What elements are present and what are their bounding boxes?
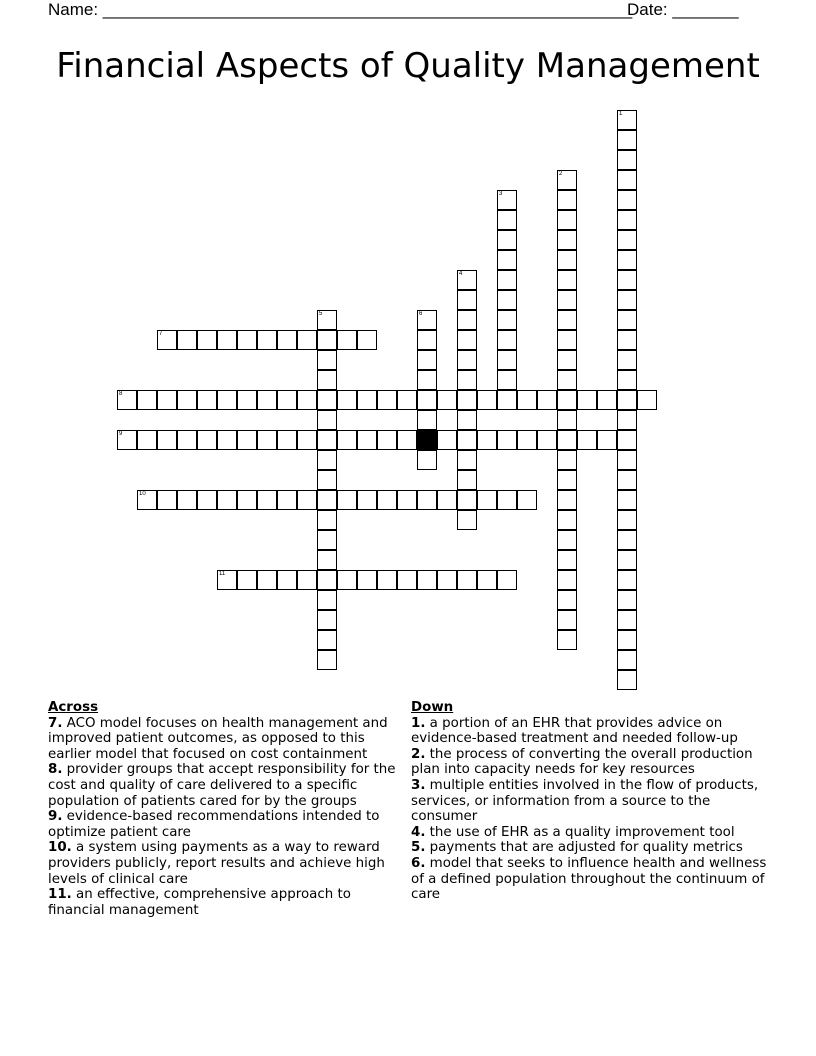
crossword-cell[interactable] xyxy=(617,530,637,550)
crossword-cell[interactable] xyxy=(157,490,177,510)
clue-down-1 xyxy=(411,716,771,747)
crossword-cell[interactable] xyxy=(257,570,277,590)
crossword-cell[interactable] xyxy=(317,610,337,630)
clue-text: a portion of an EHR that provides advice on evidence-based treatment and needed follow-up xyxy=(411,715,738,747)
cell-number: 2 xyxy=(559,171,563,177)
crossword-cell[interactable] xyxy=(557,370,577,390)
clue-across-9 xyxy=(48,809,406,840)
clue-text: the use of EHR as a quality improvement tool xyxy=(429,824,735,840)
crossword-cell[interactable] xyxy=(177,390,197,410)
page-title: Financial Aspects of Quality Management xyxy=(56,46,760,86)
crossword-cell[interactable] xyxy=(257,430,277,450)
clue-text: evidence-based recommendations intended to optimize patient care xyxy=(48,809,380,840)
crossword-cell[interactable] xyxy=(177,430,197,450)
clue-across-7 xyxy=(48,716,406,763)
crossword-cell[interactable] xyxy=(157,330,177,350)
crossword-cell[interactable] xyxy=(237,430,257,450)
crossword-cell[interactable] xyxy=(457,350,477,370)
crossword-cell[interactable] xyxy=(297,430,317,450)
clue-text: the process of converting the overall production plan into capacity needs for key resources xyxy=(411,746,753,778)
crossword-cell[interactable] xyxy=(557,490,577,510)
crossword-cell[interactable] xyxy=(617,290,637,310)
crossword-cell[interactable] xyxy=(497,570,517,590)
crossword-cell[interactable] xyxy=(257,390,277,410)
crossword-cell[interactable] xyxy=(117,430,137,450)
crossword-cell[interactable] xyxy=(417,330,437,350)
crossword-cell[interactable] xyxy=(317,510,337,530)
crossword-cell[interactable] xyxy=(617,130,637,150)
crossword-cell[interactable] xyxy=(377,430,397,450)
cell-number: 1 xyxy=(619,111,623,117)
crossword-cell[interactable] xyxy=(617,630,637,650)
clue-text: payments that are adjusted for quality metrics xyxy=(429,840,743,856)
clue-number: 9. xyxy=(48,809,63,825)
crossword-cell[interactable] xyxy=(317,310,337,330)
crossword-cell[interactable] xyxy=(597,430,617,450)
crossword-cell[interactable] xyxy=(357,490,377,510)
crossword-cell[interactable] xyxy=(297,330,317,350)
crossword-cell[interactable] xyxy=(297,570,317,590)
crossword-cell[interactable] xyxy=(497,350,517,370)
crossword-cell[interactable] xyxy=(617,590,637,610)
crossword-cell[interactable] xyxy=(397,570,417,590)
crossword-cell[interactable] xyxy=(497,250,517,270)
crossword-cell[interactable] xyxy=(617,490,637,510)
clue-text: multiple entities involved in the flow of products, services, or information from a source to the consumer xyxy=(411,777,759,825)
crossword-cell[interactable] xyxy=(617,250,637,270)
crossword-cell[interactable] xyxy=(277,390,297,410)
crossword-cell[interactable] xyxy=(457,430,477,450)
clue-text: provider groups that accept responsibility for the cost and quality of care delivered to a specific population of patients cared for by the groups xyxy=(48,762,396,809)
crossword-cell[interactable] xyxy=(457,410,477,430)
crossword-cell[interactable] xyxy=(617,430,637,450)
crossword-cell[interactable] xyxy=(497,190,517,210)
clue-number: 5. xyxy=(411,840,426,856)
crossword-cell[interactable] xyxy=(157,390,177,410)
crossword-cell[interactable] xyxy=(237,330,257,350)
crossword-cell[interactable] xyxy=(497,370,517,390)
crossword-cell[interactable] xyxy=(617,170,637,190)
crossword-cell[interactable] xyxy=(217,490,237,510)
crossword-cell[interactable] xyxy=(477,390,497,410)
crossword-cell[interactable] xyxy=(597,390,617,410)
crossword-cell[interactable] xyxy=(237,390,257,410)
crossword-cell[interactable] xyxy=(317,410,337,430)
across-heading: Across xyxy=(48,700,99,715)
crossword-cell[interactable] xyxy=(497,210,517,230)
crossword-cell[interactable] xyxy=(497,290,517,310)
crossword-cell[interactable] xyxy=(537,390,557,410)
down-heading: Down xyxy=(411,700,454,715)
crossword-cell[interactable] xyxy=(297,390,317,410)
crossword-cell[interactable] xyxy=(497,330,517,350)
clue-down-6 xyxy=(411,856,771,903)
crossword-cell[interactable] xyxy=(617,670,637,690)
crossword-cell[interactable] xyxy=(417,370,437,390)
cell-number: 4 xyxy=(459,271,463,277)
crossword-cell[interactable] xyxy=(137,490,157,510)
crossword-cell[interactable] xyxy=(477,490,497,510)
crossword-cell[interactable] xyxy=(197,330,217,350)
crossword-cell[interactable] xyxy=(317,470,337,490)
crossword-cell[interactable] xyxy=(417,310,437,330)
across-clues xyxy=(48,700,406,918)
crossword-cell[interactable] xyxy=(617,410,637,430)
crossword-cell[interactable] xyxy=(617,390,637,410)
crossword-cell[interactable] xyxy=(457,570,477,590)
crossword-cell[interactable] xyxy=(317,370,337,390)
clue-text: ACO model focuses on health management and improved patient outcomes, as opposed to this earlier model that focused on cost containment xyxy=(48,715,388,762)
crossword-cell[interactable] xyxy=(457,390,477,410)
crossword-cell[interactable] xyxy=(457,290,477,310)
crossword-cell[interactable] xyxy=(337,430,357,450)
down-clues xyxy=(411,700,771,903)
clue-number: 3. xyxy=(411,777,426,793)
crossword-cell[interactable] xyxy=(457,370,477,390)
crossword-cell[interactable] xyxy=(317,550,337,570)
crossword-cell[interactable] xyxy=(397,490,417,510)
crossword-cell[interactable] xyxy=(197,490,217,510)
crossword-cell[interactable] xyxy=(557,270,577,290)
crossword-cell[interactable] xyxy=(237,570,257,590)
crossword-cell[interactable] xyxy=(457,450,477,470)
crossword-cell[interactable] xyxy=(457,470,477,490)
crossword-cell[interactable] xyxy=(617,230,637,250)
crossword-cell[interactable] xyxy=(617,370,637,390)
crossword-cell[interactable] xyxy=(357,570,377,590)
clue-down-4 xyxy=(411,825,771,841)
crossword-cell[interactable] xyxy=(157,430,177,450)
crossword-cell[interactable] xyxy=(457,330,477,350)
crossword-cell[interactable] xyxy=(557,190,577,210)
cell-number: 6 xyxy=(419,311,423,317)
crossword-cell[interactable] xyxy=(557,290,577,310)
crossword-cell[interactable] xyxy=(317,650,337,670)
clue-text: a system using payments as a way to reward providers publicly, report results and achieve high levels of clinical care xyxy=(48,840,385,887)
crossword-cell[interactable] xyxy=(317,390,337,410)
crossword-cell[interactable] xyxy=(237,490,257,510)
crossword-cell[interactable] xyxy=(457,490,477,510)
crossword-cell[interactable] xyxy=(437,430,457,450)
crossword-cell[interactable] xyxy=(437,490,457,510)
crossword-cell[interactable] xyxy=(577,430,597,450)
crossword-cell[interactable] xyxy=(557,590,577,610)
crossword-cell[interactable] xyxy=(497,270,517,290)
crossword-cell[interactable] xyxy=(617,550,637,570)
crossword-cell[interactable] xyxy=(357,390,377,410)
name-field-label[interactable]: Name: ________________________________________________________ xyxy=(48,0,633,19)
crossword-cell[interactable] xyxy=(277,330,297,350)
crossword-cell[interactable] xyxy=(517,490,537,510)
crossword-cell[interactable] xyxy=(377,570,397,590)
crossword-cell[interactable] xyxy=(417,390,437,410)
crossword-cell[interactable] xyxy=(577,390,597,410)
crossword-cell[interactable] xyxy=(557,470,577,490)
crossword-cell[interactable] xyxy=(297,490,317,510)
crossword-cell[interactable] xyxy=(357,430,377,450)
crossword-cell[interactable] xyxy=(557,170,577,190)
crossword-cell[interactable] xyxy=(557,510,577,530)
crossword-cell[interactable] xyxy=(417,350,437,370)
crossword-cell[interactable] xyxy=(377,490,397,510)
crossword-cell[interactable] xyxy=(557,390,577,410)
crossword-cell[interactable] xyxy=(617,270,637,290)
cell-number: 11 xyxy=(219,571,226,577)
crossword-cell[interactable] xyxy=(557,630,577,650)
clue-across-11 xyxy=(48,887,406,918)
crossword-cell[interactable] xyxy=(177,330,197,350)
crossword-cell[interactable] xyxy=(617,450,637,470)
crossword-cell[interactable] xyxy=(217,430,237,450)
crossword-cell[interactable] xyxy=(437,390,457,410)
clue-down-2 xyxy=(411,747,771,778)
cell-number: 5 xyxy=(319,311,323,317)
crossword-cell[interactable] xyxy=(317,490,337,510)
clue-number: 10. xyxy=(48,840,72,856)
crossword-cell[interactable] xyxy=(557,410,577,430)
crossword-cell[interactable] xyxy=(517,390,537,410)
crossword-cell[interactable] xyxy=(457,310,477,330)
crossword-cell[interactable] xyxy=(317,330,337,350)
crossword-cell[interactable] xyxy=(397,390,417,410)
clue-number: 8. xyxy=(48,762,63,778)
crossword-cell[interactable] xyxy=(257,330,277,350)
crossword-cell[interactable] xyxy=(617,210,637,230)
crossword-cell[interactable] xyxy=(257,490,277,510)
cell-number: 9 xyxy=(119,431,123,437)
crossword-cell[interactable] xyxy=(317,430,337,450)
crossword-cell[interactable] xyxy=(637,390,657,410)
crossword-cell[interactable] xyxy=(317,570,337,590)
crossword-cell[interactable] xyxy=(617,150,637,170)
crossword-cell[interactable] xyxy=(517,430,537,450)
crossword-cell[interactable] xyxy=(217,390,237,410)
cell-number: 8 xyxy=(119,391,123,397)
crossword-cell[interactable] xyxy=(117,390,137,410)
crossword-cell[interactable] xyxy=(497,230,517,250)
crossword-cell[interactable] xyxy=(317,450,337,470)
clue-number: 11. xyxy=(48,887,72,903)
crossword-cell[interactable] xyxy=(557,330,577,350)
cell-number: 10 xyxy=(139,491,146,497)
clue-across-8 xyxy=(48,762,406,809)
crossword-cell[interactable] xyxy=(197,430,217,450)
crossword-cell[interactable] xyxy=(317,630,337,650)
crossword-cell[interactable] xyxy=(497,390,517,410)
crossword-block-cell xyxy=(417,430,437,450)
crossword-cell[interactable] xyxy=(617,570,637,590)
crossword-cell[interactable] xyxy=(617,310,637,330)
crossword-cell[interactable] xyxy=(317,350,337,370)
crossword-cell[interactable] xyxy=(617,650,637,670)
date-field-label[interactable]: Date: _______ xyxy=(627,0,739,19)
crossword-cell[interactable] xyxy=(477,430,497,450)
crossword-cell[interactable] xyxy=(417,450,437,470)
crossword-cell[interactable] xyxy=(177,490,197,510)
crossword-cell[interactable] xyxy=(557,250,577,270)
crossword-cell[interactable] xyxy=(417,570,437,590)
crossword-cell[interactable] xyxy=(497,430,517,450)
crossword-cell[interactable] xyxy=(557,610,577,630)
crossword-cell[interactable] xyxy=(557,550,577,570)
clue-number: 2. xyxy=(411,746,426,762)
crossword-cell[interactable] xyxy=(437,570,457,590)
clue-text: model that seeks to influence health and wellness of a defined population throughout the continuum of care xyxy=(411,855,767,903)
crossword-cell[interactable] xyxy=(617,510,637,530)
crossword-cell[interactable] xyxy=(497,310,517,330)
crossword-cell[interactable] xyxy=(377,390,397,410)
crossword-cell[interactable] xyxy=(617,610,637,630)
crossword-cell[interactable] xyxy=(277,430,297,450)
crossword-cell[interactable] xyxy=(557,310,577,330)
clue-across-10 xyxy=(48,840,406,887)
clue-number: 4. xyxy=(411,824,426,840)
crossword-cell[interactable] xyxy=(557,430,577,450)
crossword-cell[interactable] xyxy=(337,570,357,590)
crossword-cell[interactable] xyxy=(617,190,637,210)
crossword-cell[interactable] xyxy=(557,350,577,370)
crossword-cell[interactable] xyxy=(617,110,637,130)
crossword-cell[interactable] xyxy=(357,330,377,350)
clue-down-3 xyxy=(411,778,771,825)
crossword-cell[interactable] xyxy=(557,530,577,550)
crossword-cell[interactable] xyxy=(337,330,357,350)
crossword-cell[interactable] xyxy=(617,470,637,490)
crossword-cell[interactable] xyxy=(557,210,577,230)
clue-number: 1. xyxy=(411,715,426,731)
crossword-cell[interactable] xyxy=(137,390,157,410)
clue-number: 6. xyxy=(411,855,426,871)
cell-number: 7 xyxy=(159,331,163,337)
crossword-cell[interactable] xyxy=(397,430,417,450)
clue-text: an effective, comprehensive approach to financial management xyxy=(48,887,351,918)
clue-down-5 xyxy=(411,840,771,856)
crossword-cell[interactable] xyxy=(417,490,437,510)
crossword-cell[interactable] xyxy=(617,350,637,370)
crossword-cell[interactable] xyxy=(477,570,497,590)
crossword-cell[interactable] xyxy=(457,270,477,290)
cell-number: 3 xyxy=(499,191,503,197)
crossword-cell[interactable] xyxy=(217,570,237,590)
crossword-cell[interactable] xyxy=(417,410,437,430)
crossword-cell[interactable] xyxy=(337,390,357,410)
crossword-cell[interactable] xyxy=(317,590,337,610)
crossword-cell[interactable] xyxy=(277,490,297,510)
crossword-cell[interactable] xyxy=(137,430,157,450)
crossword-cell[interactable] xyxy=(557,450,577,470)
crossword-cell[interactable] xyxy=(497,490,517,510)
crossword-cell[interactable] xyxy=(277,570,297,590)
clue-number: 7. xyxy=(48,715,63,731)
crossword-cell[interactable] xyxy=(317,530,337,550)
crossword-cell[interactable] xyxy=(617,330,637,350)
crossword-cell[interactable] xyxy=(557,570,577,590)
crossword-cell[interactable] xyxy=(197,390,217,410)
crossword-cell[interactable] xyxy=(337,490,357,510)
crossword-cell[interactable] xyxy=(537,430,557,450)
crossword-cell[interactable] xyxy=(457,510,477,530)
crossword-cell[interactable] xyxy=(557,230,577,250)
crossword-cell[interactable] xyxy=(217,330,237,350)
